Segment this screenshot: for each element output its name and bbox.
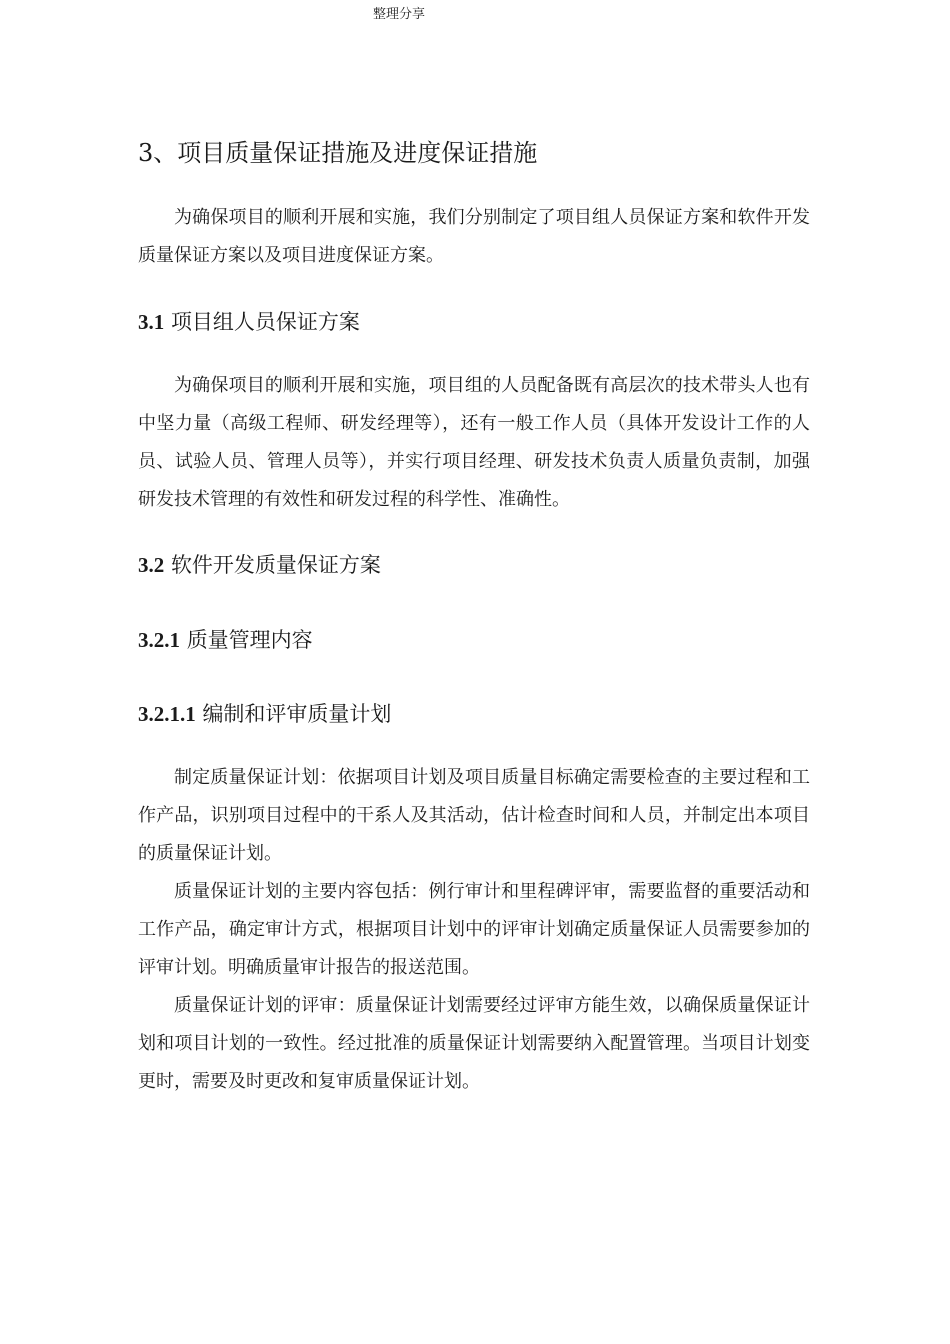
section-3-2-heading <box>138 550 381 580</box>
section-title: 软件开发质量保证方案 <box>170 553 381 577</box>
section-title: 编制和评审质量计划 <box>202 702 392 726</box>
quality-plan-contents-paragraph: 质量保证计划的主要内容包括：例行审计和里程碑评审，需要监督的重要活动和工作产品，确定审计方式，根据项目计划中的评审计划确定质量保证人员需要参加的评审计划。明确质量审计报告的报送范围。 <box>138 881 810 978</box>
header-note: 整理分享 <box>373 7 426 22</box>
quality-plan-paragraph: 制定质量保证计划：依据项目计划及项目质量目标确定需要检查的主要过程和工作产品，识别项目过程中的干系人及其活动，估计检查时间和人员，并制定出本项目的质量保证计划。 <box>138 767 810 864</box>
section-3-2-1-1-heading <box>138 699 391 729</box>
section-3-1-paragraph: 为确保项目的顺利开展和实施，项目组的人员配备既有高层次的技术带头人也有中坚力量（高级工程师、研发经理等），还有一般工作人员（具体开发设计工作的人员、试验人员、管理人员等），并实行项目经理、研发技术负责人质量负责制，加强研发技术管理的有效性和研发过程的科学性、准确性。 <box>138 375 810 510</box>
quality-plan-review-paragraph: 质量保证计划的评审：质量保证计划需要经过评审方能生效，以确保质量保证计划和项目计划的一致性。经过批准的质量保证计划需要纳入配置管理。当项目计划变更时，需要及时更改和复审质量保证计划。 <box>138 995 810 1092</box>
section-3-heading: 3、项目质量保证措施及进度保证措施 <box>138 139 538 167</box>
section-number: 3.2.1.1 <box>138 702 196 726</box>
section-title: 项目组人员保证方案 <box>170 310 360 334</box>
section-title: 质量管理内容 <box>186 628 313 652</box>
section-number: 3.1 <box>138 310 165 334</box>
section-3-2-1-heading <box>138 625 313 655</box>
section-number: 3.2 <box>138 553 165 577</box>
section-number: 3.2.1 <box>138 628 180 652</box>
section-3-1-heading <box>138 307 360 337</box>
section-3-intro: 为确保项目的顺利开展和实施，我们分别制定了项目组人员保证方案和软件开发质量保证方案以及项目进度保证方案。 <box>138 207 810 266</box>
